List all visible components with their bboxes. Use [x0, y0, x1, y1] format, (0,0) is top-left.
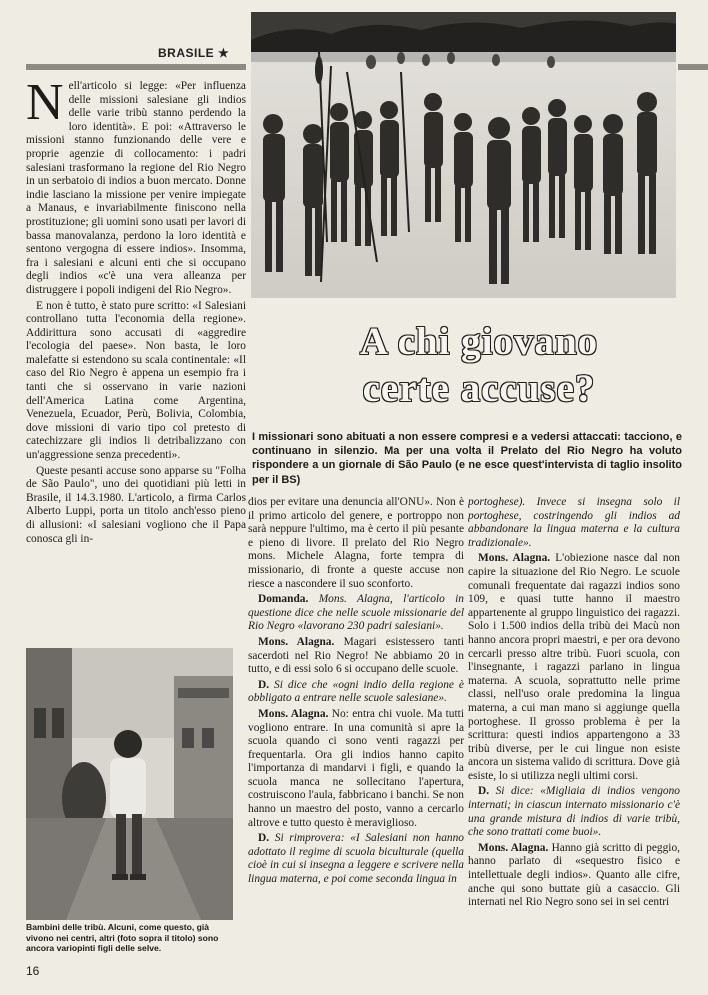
- answer-text: L'obiezione nasce dal non capire la situazione del Rio Negro. Le scuole comunali frequentate dai ragazzi indios sono 109, e quasi tutte hanno il maestro appartenente al gruppo linguistico dei ragazzi. Solo i 1.500 indios della tribù dei Macù non hanno ancora propri maestri, e per ora devono cercarli presso altre tribù. Fuori scuola, con l'insegnante, i ragazzi parlano in lingua materna. A scuola, soprattutto nelle prime classi, nell'uso orale predomina la lingua materna, a cui man mano si aggiunge quella portoghese. Il grosso problema è per la scrittura: questi indios appartengono a 33 tribù diverse, per le cui lingue non esiste ancora un sistema valido di scrittura. Dove già esiste, lo si utilizza negli ultimi corsi.: [468, 552, 680, 782]
- article-title: [250, 318, 708, 412]
- answer: [468, 552, 680, 783]
- answer: [248, 708, 464, 830]
- answer: [468, 842, 680, 910]
- photo-caption: Bambini delle tribù. Alcuni, come questo, già vivono nei centri, altri (foto sopra il titolo) sono ancora variopinti figli delle selve.: [26, 922, 219, 954]
- question-text: Mons. Alagna, l'articolo in questione dice che nelle scuole missionarie del Rio Negro «lavorano 230 padri salesiani».: [248, 593, 464, 633]
- speaker-label: Domanda.: [258, 593, 309, 606]
- answer: [248, 636, 464, 677]
- tribe-children-photo-image: [251, 12, 676, 298]
- article-column-1: [26, 80, 246, 628]
- question-text: Si dice che «ogni indio della regione è obbligato a entrare nelle scuole salesiane».: [248, 678, 464, 705]
- question: [248, 679, 464, 706]
- speaker-label: Mons. Alagna.: [258, 635, 335, 648]
- title-line-2: certe accuse?: [362, 367, 596, 410]
- speaker-label: Mons. Alagna.: [478, 552, 551, 565]
- question: [248, 593, 464, 634]
- question-text: Si rimprovera: «I Salesiani non hanno adottato il regime di scuola biculturale (quella cioè in cui si insegna a leggere e scrivere nella lingua materna, e poi come seconda lingua in: [248, 832, 464, 886]
- answer-text: Magari esistessero tanti sacerdoti nel Rio Negro! Ne abbiamo 20 in tutto, e di essi solo 6 si occupano delle scuole.: [248, 635, 464, 676]
- paragraph: E non è tutto, è stato pure scritto: «I Salesiani controllano tutta l'economia della regione». Addirittura sono accusati di «aggredire l'ecologia del paese». Non basta, le loro malefatte si estendono su scala continentale: «Il caso del Rio Negro è appena un esempio fra i tanti che si osservano in varie nazioni dell'America Latina come Argentina, Venezuela, Ecuador, Perù, Bolivia, Colombia, dove missioni di vario tipo col pretesto di catechizzare gli indios li detribalizzano con un'aggressione senza precedenti».: [26, 299, 246, 462]
- question: [468, 785, 680, 839]
- header-rule-left: [26, 64, 246, 70]
- page-number: 16: [26, 964, 40, 978]
- article-column-2: [248, 496, 464, 966]
- child-photo: [26, 648, 233, 920]
- answer-text: No: entra chi vuole. Ma tutti vogliono entrare. In una comunità si apre la scuola quando ci sono venti ragazzi per frequentarla. Ora gli indios hanno capito l'importanza di mandarvi i figli, e quando la scuola manca ne sollecitano l'apertura, costruiscono l'aula, fabbricano i banchi. Se non hanno un maestro del posto, vanno a cercarlo altrove e tutto questo è meraviglioso.: [248, 707, 464, 829]
- child-photo-image: [26, 648, 233, 920]
- question-continuation: portoghese). Invece si insegna solo il portoghese, costringendo gli indios ad abbandonare la lingua materna e la cultura tradizionale».: [468, 496, 680, 549]
- paragraph: Nell'articolo si legge: «Per influenza delle missioni salesiane gli indios delle varie tribù stanno perdendo la loro identità». E poi: «Attraverso le missioni stanno funzionando delle vere e proprie agenzie di collocamento: i padri salesiani trasformano la regione del Rio Negro in un serbatoio di indios a buon mercato. Donne indie lasciano la missione per venire impiegate a Manaus, e invariabilmente finiscono nella prostituzione; gli uomini sono usati per lavori di bassa manovalanza, perdono la loro identità e sentono vergogna di essere indios». Insomma, fra i salesiani e alcuni enti che si occupano degli indios «c'è una vera alleanza per distruggere i popoli indigeni del Rio Negro».: [26, 80, 246, 296]
- paragraph: dios per evitare una denuncia all'ONU». Non è il primo articolo del genere, e portroppo non sarà neppure l'ultimo, ma è certo il più pesante e pieno di livore. Il prelato del Rio Negro mons. Michele Alagna, forte tempra di missionario, di fronte a queste accuse non riesce a nascondere il suo sconforto.: [248, 496, 464, 590]
- speaker-label: Mons. Alagna.: [258, 707, 329, 720]
- article-lead: I missionari sono abituati a non essere compresi e a vedersi attaccati: tacciono, e continuano in silenzio. Ma per una volta il Prelato del Rio Negro ha voluto rispondere a un giornale di São Paulo (e ne esce quest'intervista di taglio insolito per il BS): [252, 431, 682, 486]
- speaker-label: D.: [478, 785, 490, 798]
- article-column-3: [468, 496, 680, 966]
- tribe-children-photo: [251, 12, 676, 298]
- answer-text: Hanno già scritto di peggio, hanno parlato di «sequestro fisico e intellettuale degli indios». Quanto alle cifre, anche qui sono buttate giù a casaccio. Gli internati nel Rio Negro sono sei in sei centri: [468, 841, 680, 909]
- speaker-label: Mons. Alagna.: [478, 841, 549, 854]
- header-rule-right: [678, 64, 708, 70]
- drop-cap: N: [26, 80, 64, 131]
- title-line-1: A chi giovano: [359, 320, 599, 363]
- speaker-label: D.: [258, 678, 270, 691]
- question: [248, 832, 464, 886]
- paragraph: Queste pesanti accuse sono apparse su "Folha de São Paulo", uno dei quotidiani più letti in Brasile, il 14.3.1980. L'articolo, a firma Carlos Alberto Luppi, porta un titolo anch'esso pieno di allusioni: «I salesiani vogliono che il Papa conosca gli in-: [26, 464, 246, 545]
- section-tag: BRASILE ★: [158, 46, 230, 60]
- speaker-label: D.: [258, 832, 270, 845]
- question-text: Si dice: «Migliaia di indios vengono internati; in ciascun internato missionario c'è una grande mistura di indios di varie tribù, che sono trattati come buoi».: [468, 785, 680, 839]
